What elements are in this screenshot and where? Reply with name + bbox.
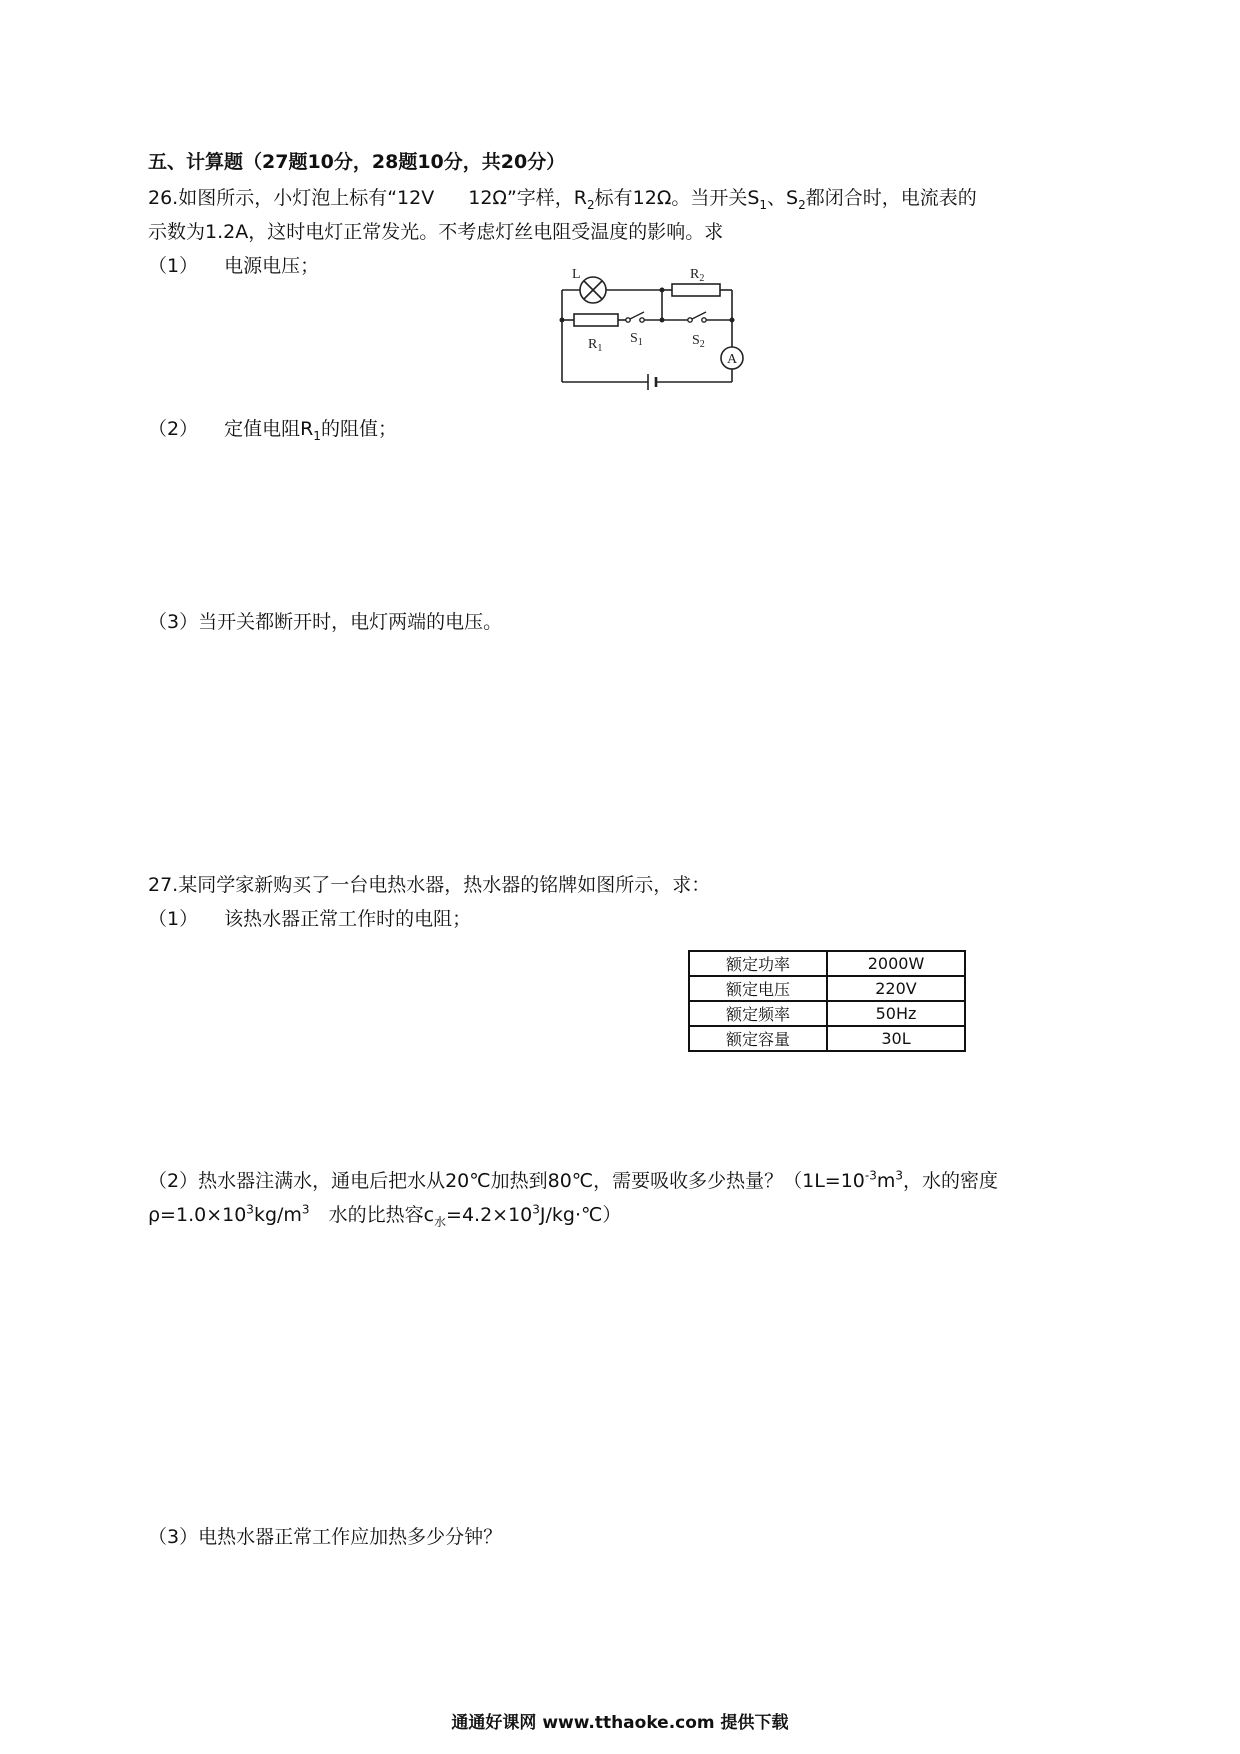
q27-stem: 27.某同学家新购买了一台电热水器，热水器的铭牌如图所示，求： bbox=[148, 874, 711, 896]
resistor-r1 bbox=[574, 314, 618, 326]
label-s1: $S_1$ bbox=[630, 331, 643, 348]
table-row bbox=[689, 951, 965, 976]
q26-part3: （3）当开关都断开时，电灯两端的电压。 bbox=[148, 611, 503, 633]
lamp-symbol bbox=[580, 277, 606, 303]
table-row bbox=[689, 1026, 965, 1051]
ammeter-label: A bbox=[726, 352, 738, 367]
q26-part2: （2） 定值电阻$R_1$的阻值； bbox=[148, 418, 397, 443]
nameplate-label: 额定功率 bbox=[689, 951, 827, 976]
q26-stem-line2: 示数为1.2A，这时电灯正常发光。不考虑灯丝电阻受温度的影响。求 bbox=[148, 221, 724, 243]
battery-symbol bbox=[648, 374, 656, 390]
label-s2: $S_2$ bbox=[692, 333, 705, 350]
label-r2: $R_2$ bbox=[690, 267, 705, 284]
nameplate-label: 额定电压 bbox=[689, 976, 827, 1001]
q26-stem-line1: 26.如图所示，小灯泡上标有“12V 12Ω”字样，$R_2$标有12Ω。当开关$S_1$、$S_2$都闭合时，电流表的 bbox=[148, 187, 977, 212]
table-row bbox=[689, 976, 965, 1001]
switch-s1 bbox=[626, 312, 644, 322]
nameplate-table bbox=[688, 950, 966, 1052]
nameplate-value: 30L bbox=[827, 1026, 965, 1051]
footer-source: 通通好课网 www.tthaoke.com 提供下载 bbox=[451, 1713, 789, 1733]
q27-part2-line1: （2）热水器注满水，通电后把水从20℃加热到80℃，需要吸收多少热量？（$1L=10^{-3}m^3$，水的密度 bbox=[148, 1168, 999, 1192]
resistor-r2 bbox=[672, 284, 720, 296]
switch-s2 bbox=[688, 312, 706, 322]
q27-part3: （3）电热水器正常工作应加热多少分钟？ bbox=[148, 1526, 503, 1548]
table-row bbox=[689, 1001, 965, 1026]
nameplate-label: 额定容量 bbox=[689, 1026, 827, 1051]
q26-part1: （1） 电源电压； bbox=[148, 255, 320, 277]
q27-part2-line2: $\rho=1.0\times 10^3kg/m^3$ 水的比热容$c_水=4.2\times 10^3J/kg\cdot℃$） bbox=[148, 1202, 622, 1229]
nameplate-value: 50Hz bbox=[827, 1001, 965, 1026]
nameplate-value: 2000W bbox=[827, 951, 965, 976]
label-l: L bbox=[572, 267, 581, 282]
nameplate-value: 220V bbox=[827, 976, 965, 1001]
nameplate-label: 额定频率 bbox=[689, 1001, 827, 1026]
circuit-diagram bbox=[550, 260, 780, 390]
section-title: 五、计算题（27题10分，28题10分，共20分） bbox=[148, 151, 566, 173]
label-r1: $R_1$ bbox=[588, 337, 603, 354]
q27-part1: （1） 该热水器正常工作时的电阻； bbox=[148, 908, 472, 930]
